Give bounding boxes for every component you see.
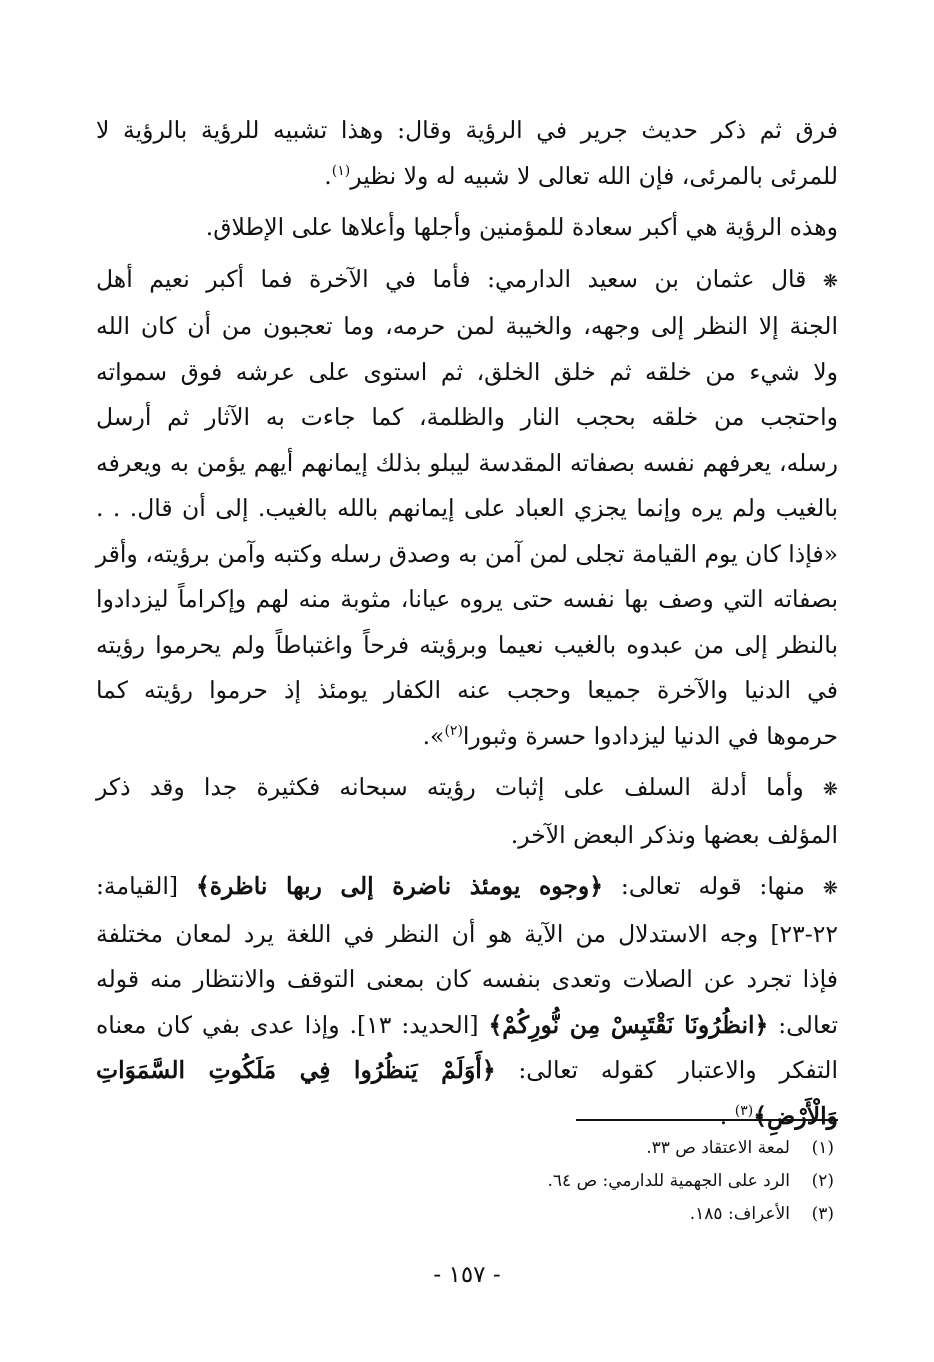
- text-line: [96, 765, 838, 813]
- paragraph-4: [96, 765, 838, 858]
- text-line: المؤلف بعضها ونذكر البعض الآخر.: [510, 820, 838, 849]
- text-line: رسله، يعرفهم نفسه بصفاته المقدسة ليبلو بذلك إيمانهم أيهم يؤمن به ويعرفه: [96, 448, 838, 477]
- text-line: فإذا تجرد عن الصلات وتعدى بنفسه كان بمعنى التوقف والانتظار منه قوله: [96, 965, 838, 993]
- quran-verse: ﴿وجوه يومئذ ناضرة إلى ربها ناظرة﴾: [195, 872, 604, 900]
- paragraph-5: [96, 864, 838, 1139]
- text-span: منها: قوله تعالى:: [620, 872, 806, 900]
- text-span: حرموها في الدنيا ليزدادوا حسرة وثبورا: [462, 721, 838, 750]
- footnote-text: لمعة الاعتقاد ص ٣٣.: [646, 1138, 790, 1158]
- text-span: التفكر والاعتبار كقوله تعالى:: [518, 1056, 838, 1084]
- text-line: واحتجب من خلقه بحجب النار والظلمة، كما جاءت به الآثار ثم أرسل: [96, 403, 838, 431]
- paragraph-3: [96, 257, 838, 760]
- text-line: [96, 154, 838, 200]
- text-line: الجنة إلا النظر إلى وجهه، والخيبة لمن حرمه، وما تعجبون من أن كان الله: [96, 312, 838, 340]
- footnote-divider: [576, 1119, 838, 1121]
- star-bullet-icon: ❋: [822, 779, 838, 800]
- paragraph-2: [96, 205, 838, 251]
- text-span: [القيامة:: [96, 872, 179, 900]
- footnotes: [548, 1132, 835, 1231]
- footnote-number: (٣): [811, 1204, 834, 1224]
- text-line: [96, 1048, 838, 1094]
- text-line: ولا شيء من خلقه ثم خلق الخلق، ثم استوى على عرشه فوق سمواته: [96, 357, 838, 386]
- footnote-ref: (٣): [734, 1102, 754, 1119]
- text-line: «فإذا كان يوم القيامة تجلى لمن آمن به وصدق رسله وكتبه وآمن برؤيته، وأقر: [95, 539, 838, 568]
- footnote-ref: (٢): [444, 722, 463, 739]
- text-line: في الدنيا والآخرة جميعا وحجب عنه الكفار يومئذ إذ حرموا رؤيته كما: [96, 676, 838, 704]
- footnote-number: (٢): [811, 1171, 834, 1191]
- page-body: [96, 108, 838, 1145]
- text-line: [96, 864, 838, 912]
- footnote-ref: (١): [331, 162, 351, 179]
- text-span: ».: [422, 721, 445, 750]
- paragraph-1: [96, 108, 838, 199]
- text-span: للمرئى بالمرئى، فإن الله تعالى لا شبيه له ولا نظير: [350, 161, 838, 190]
- footnote-text: الرد على الجهمية للدارمي: ص ٦٤.: [547, 1171, 790, 1191]
- footnote-number: (١): [811, 1138, 834, 1158]
- text-line: [96, 1003, 838, 1049]
- text-span: .: [324, 161, 332, 190]
- footnote: [548, 1198, 835, 1231]
- text-span: .: [719, 1101, 728, 1130]
- footnote: [548, 1165, 835, 1198]
- quran-verse: ﴿انظُرُونَا نَقْتَبِسْ مِن نُّورِكُمْ﴾: [488, 1010, 769, 1039]
- text-line: [96, 714, 838, 760]
- text-line: وهذه الرؤية هي أكبر سعادة للمؤمنين وأجلها وأعلاها على الإطلاق.: [205, 213, 838, 241]
- text-span: وأما أدلة السلف على إثبات رؤيته سبحانه فكثيرة جدا وقد ذكر: [96, 773, 804, 801]
- text-line: بصفاته التي وصف بها نفسه حتى يروه عيانا، مثوبة منه لهم وإكراماً ليزدادوا: [96, 585, 838, 613]
- star-bullet-icon: ❋: [822, 878, 838, 899]
- quran-verse: وَالْأَرْضِ﴾: [753, 1101, 838, 1130]
- text-span: تعالى:: [778, 1010, 838, 1039]
- text-line: ٢٢-٢٣] وجه الاستدلال من الآية هو أن النظر في اللغة يرد لمعان مختلفة: [96, 919, 838, 948]
- text-line: فرق ثم ذكر حديث جرير في الرؤية وقال: وهذا تشبيه للرؤية بالرؤية لا: [96, 116, 838, 144]
- text-span: [الحديد: ١٣]. وإذا عدى بفي كان معناه: [96, 1010, 479, 1039]
- footnote-text: الأعراف: ١٨٥.: [689, 1204, 790, 1224]
- text-line: بالغيب ولم يره وإنما يجزي العباد على إيمانهم بالله بالغيب. إلى أن قال. . .: [96, 494, 838, 522]
- text-span: قال عثمان بن سعيد الدارمي: فأما في الآخرة فما أكبر نعيم أهل: [96, 264, 807, 293]
- star-bullet-icon: ❋: [822, 270, 838, 292]
- text-line: [96, 257, 838, 305]
- footnote: [548, 1132, 835, 1165]
- page-number: - ١٥٧ -: [433, 1262, 501, 1288]
- quran-verse: ﴿أَوَلَمْ يَنظُرُوا فِي مَلَكُوتِ السَّمَوَاتِ: [96, 1056, 496, 1084]
- text-line: بالنظر إلى من عبدوه بالغيب نعيما وبرؤيته فرحاً واغتباطاً ولم يحرموا رؤيته: [96, 630, 838, 659]
